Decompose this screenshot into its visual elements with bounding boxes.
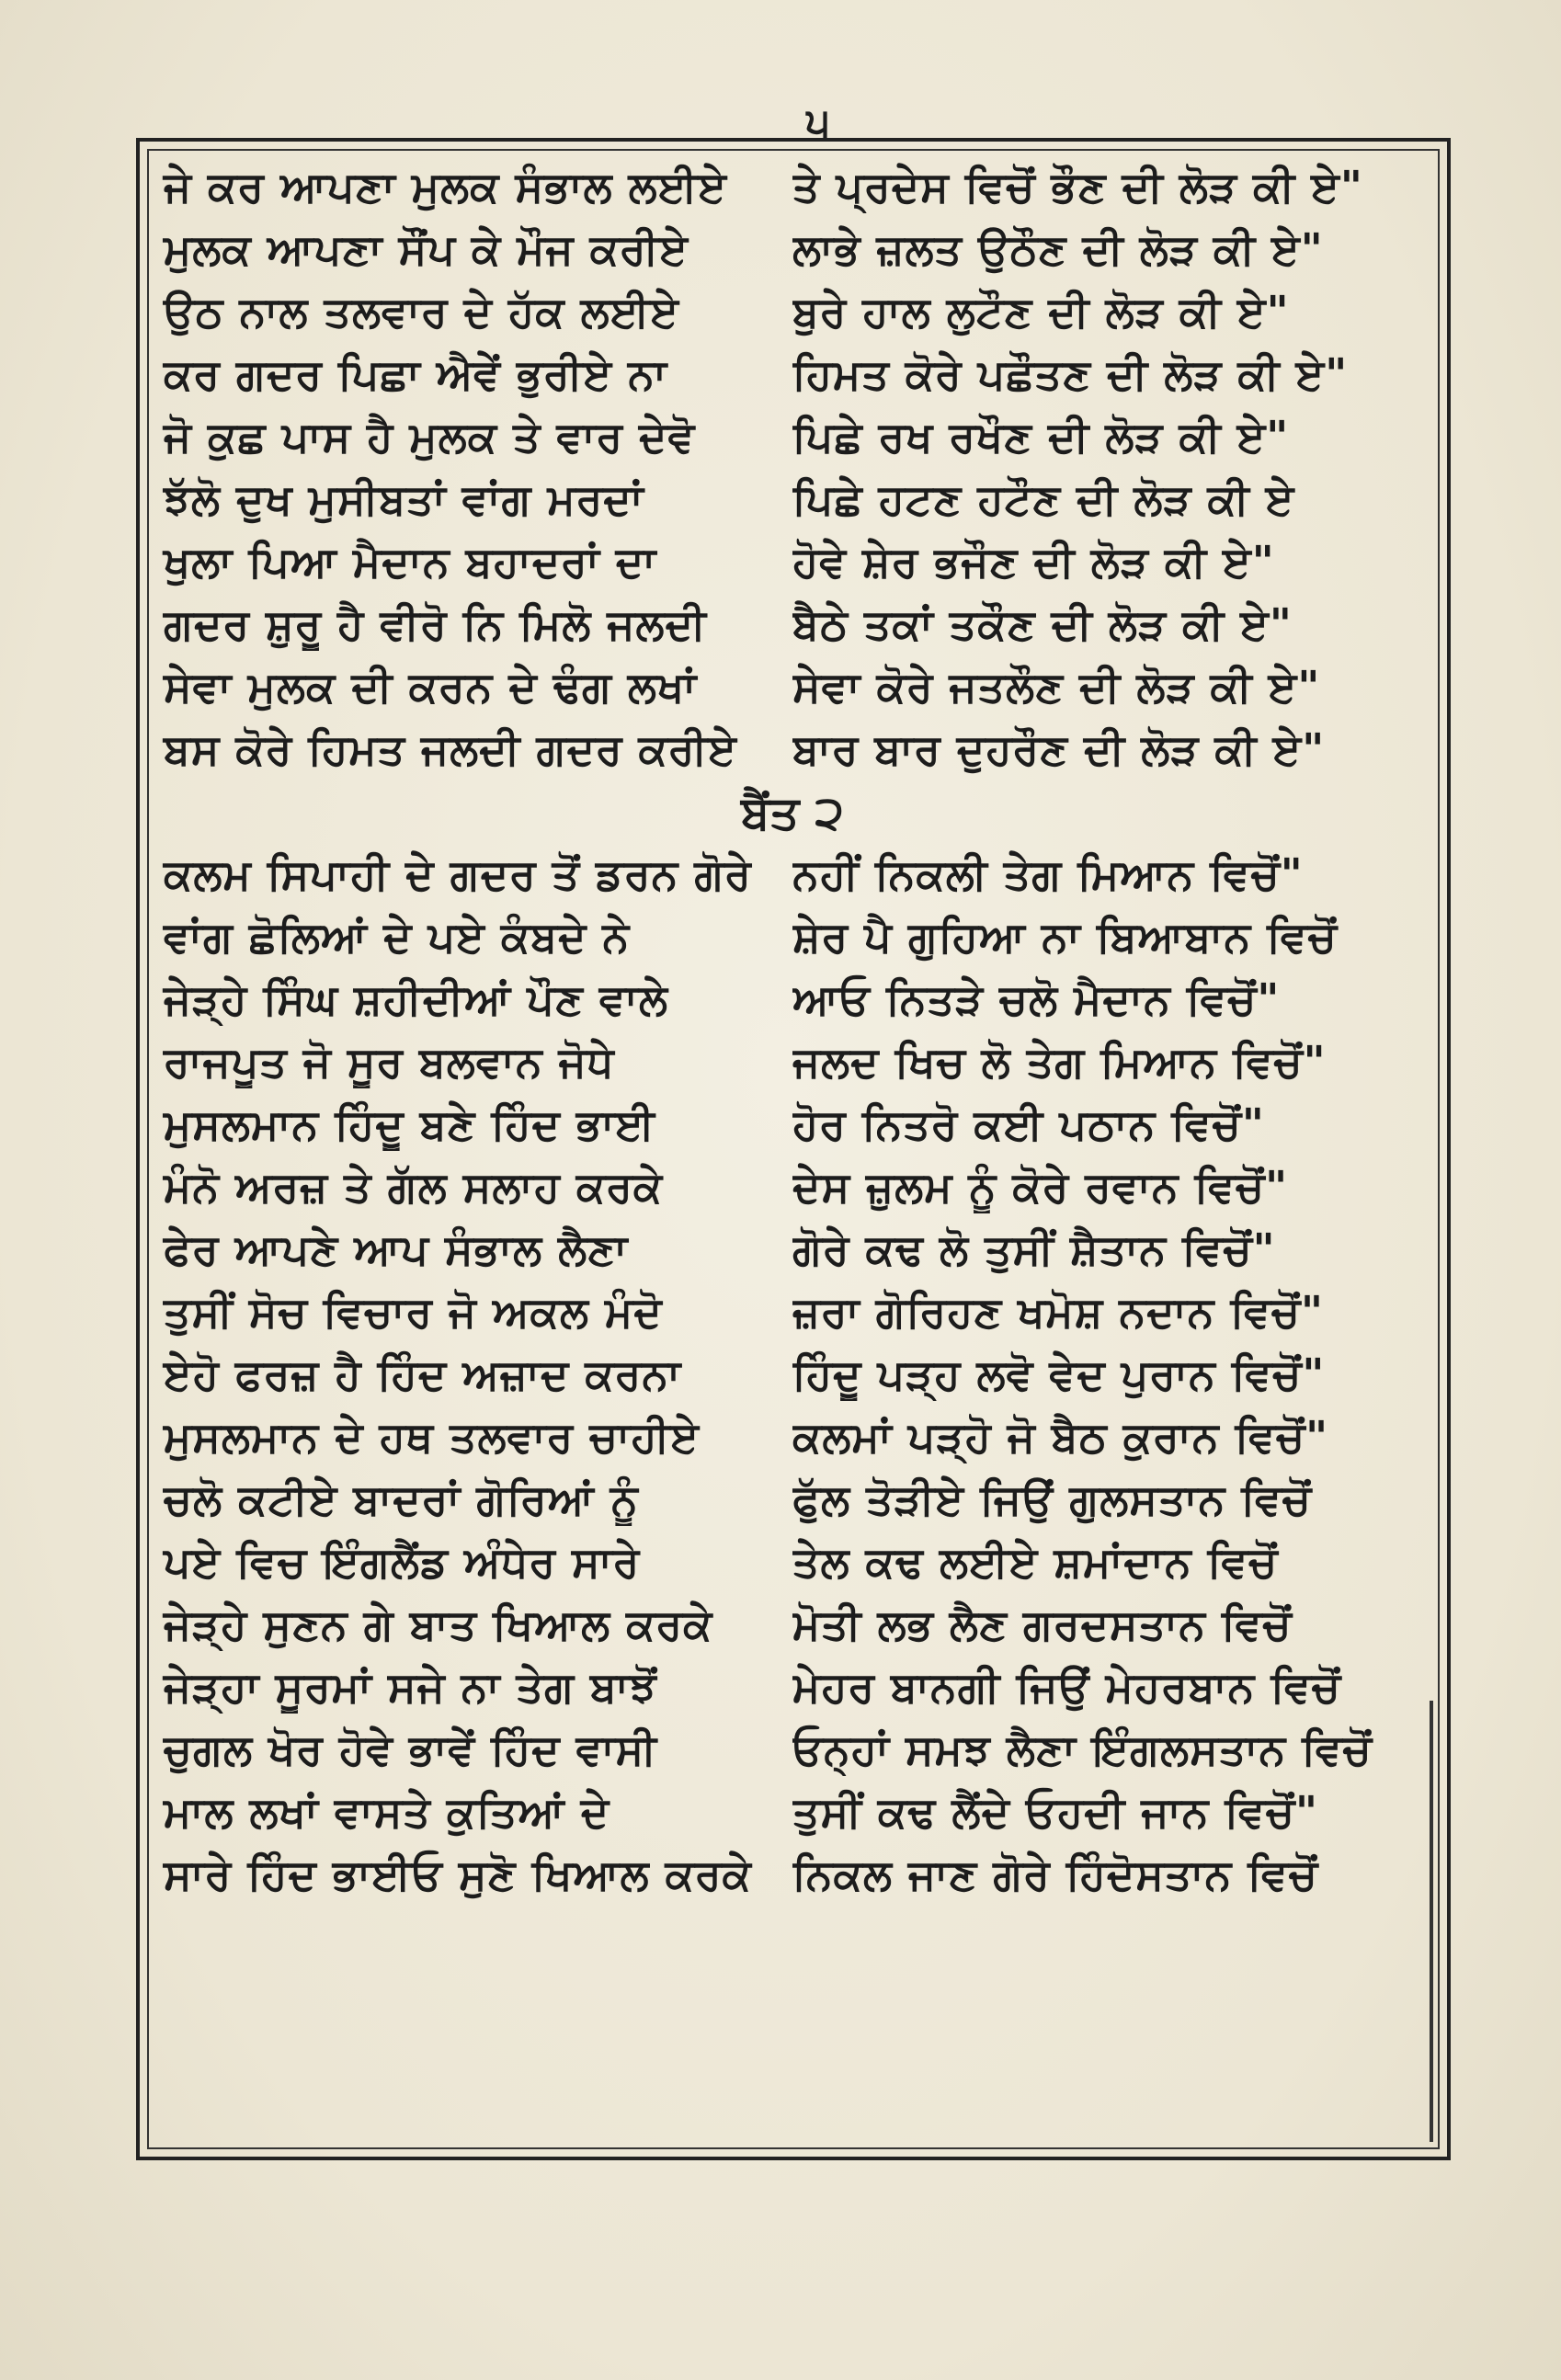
verse-half-right: ਆਓ ਨਿਤੜੇ ਚਲੋ ਮੈਦਾਨ ਵਿਚੋਂ" bbox=[792, 974, 1281, 1024]
verse-half-left: ਮਾਲ ਲਖਾਂ ਵਾਸਤੇ ਕੁਤਿਆਂ ਦੇ bbox=[164, 1787, 610, 1837]
verse-half-right: ਹਿੰਦੂ ਪੜ੍ਹ ਲਵੋ ਵੇਦ ਪੁਰਾਨ ਵਿਚੋਂ" bbox=[792, 1349, 1326, 1399]
verse-half-left: ਵਾਂਗ ਛੋਲਿਆਂ ਦੇ ਪਏ ਕੰਬਦੇ ਨੇ bbox=[164, 912, 631, 962]
verse-half-left: ਕਲਮ ਸਿਪਾਹੀ ਦੇ ਗਦਰ ਤੋਂ ਡਰਨ ਗੋਰੇ bbox=[164, 849, 752, 899]
verse-line bbox=[158, 1469, 1427, 1532]
verse-half-right: ਤੇ ਪ੍ਰਦੇਸ ਵਿਚੋਂ ਭੌਣ ਦੀ ਲੋੜ ਕੀ ਏ" bbox=[792, 162, 1363, 211]
verse-half-right: ਪਿਛੇ ਹਟਣ ਹਟੌਣ ਦੀ ਲੋੜ ਕੀ ਏ bbox=[792, 474, 1295, 524]
verse-line bbox=[158, 344, 1427, 406]
verse-line bbox=[158, 1281, 1427, 1344]
verse-line bbox=[158, 1406, 1427, 1469]
verse-half-right: ਕਲਮਾਂ ਪੜ੍ਹੋ ਜੋ ਬੈਠ ਕੁਰਾਨ ਵਿਚੋਂ" bbox=[792, 1412, 1329, 1462]
verse-half-left: ਫੇਰ ਆਪਣੇ ਆਪ ਸੰਭਾਲ ਲੈਣਾ bbox=[164, 1224, 629, 1274]
verse-half-left: ਪਏ ਵਿਚ ਇੰਗਲੈਂਡ ਅੰਧੇਰ ਸਾਰੇ bbox=[164, 1537, 641, 1587]
verse-half-right: ਮੋਤੀ ਲਭ ਲੈਣ ਗਰਦਸਤਾਨ ਵਿਚੋਂ bbox=[792, 1600, 1293, 1649]
verse-line bbox=[158, 969, 1427, 1031]
verse-half-right: ਸ਼ੇਰ ਪੈ ਗੁਹਿਆ ਨਾ ਬਿਆਬਾਨ ਵਿਚੋਂ bbox=[792, 912, 1338, 962]
verse-half-right: ਓਨ੍ਹਾਂ ਸਮਝ ਲੈਣਾ ਇੰਗਲਸਤਾਨ ਵਿਚੋਂ bbox=[792, 1725, 1373, 1774]
verse-half-left: ਰਾਜਪੂਤ ਜੋ ਸੂਰ ਬਲਵਾਨ ਜੋਧੇ bbox=[164, 1037, 615, 1087]
verse-half-right: ਹੋਰ ਨਿਤਰੋ ਕਈ ਪਠਾਨ ਵਿਚੋਂ" bbox=[792, 1099, 1265, 1149]
verse-half-left: ਚਲੋ ਕਟੀਏ ਬਾਦਰਾਂ ਗੋਰਿਆਂ ਨੂੰ bbox=[164, 1475, 639, 1524]
verse-half-left: ਏਹੋ ਫਰਜ਼ ਹੈ ਹਿੰਦ ਅਜ਼ਾਦ ਕਰਨਾ bbox=[164, 1349, 682, 1399]
verse-half-right: ਹੋਵੇ ਸ਼ੇਰ ਭਜੌਣ ਦੀ ਲੋੜ ਕੀ ਏ" bbox=[792, 537, 1275, 586]
verse-half-left: ਸੇਵਾ ਮੁਲਕ ਦੀ ਕਰਨ ਦੇ ਢੰਗ ਲਖਾਂ bbox=[164, 662, 698, 712]
verse-half-left: ਮੁਸਲਮਾਨ ਹਿੰਦੂ ਬਣੇ ਹਿੰਦ ਭਾਈ bbox=[164, 1099, 655, 1149]
verse-line bbox=[158, 1782, 1427, 1844]
verse-half-left: ਬਸ ਕੋਰੇ ਹਿਮਤ ਜਲਦੀ ਗਦਰ ਕਰੀਏ bbox=[164, 724, 737, 774]
verse-half-left: ਮੁਲਕ ਆਪਣਾ ਸੌਂਪ ਕੇ ਮੌਜ ਕਰੀਏ bbox=[164, 224, 689, 274]
verse-half-left: ਝੱਲੋ ਦੁਖ ਮੁਸੀਬਤਾਂ ਵਾਂਗ ਮਰਦਾਂ bbox=[164, 474, 644, 524]
verse-half-left: ਗਦਰ ਸ਼ੁਰੂ ਹੈ ਵੀਰੋ ਨਿ ਮਿਲੋ ਜਲਦੀ bbox=[164, 599, 707, 649]
verse-line bbox=[158, 719, 1427, 781]
verse-line bbox=[158, 219, 1427, 281]
verse-half-right: ਤੁਸੀਂ ਕਢ ਲੈਂਦੇ ਓਹਦੀ ਜਾਨ ਵਿਚੋਂ" bbox=[792, 1787, 1318, 1837]
verse-line bbox=[158, 469, 1427, 531]
verse-line bbox=[158, 594, 1427, 656]
verse-line bbox=[158, 406, 1427, 469]
verse-line bbox=[158, 1844, 1427, 1907]
verse-half-right: ਬਾਰ ਬਾਰ ਦੁਹਰੌਣ ਦੀ ਲੋੜ ਕੀ ਏ" bbox=[792, 724, 1326, 774]
verse-line bbox=[158, 1719, 1427, 1782]
verse-line bbox=[158, 1657, 1427, 1719]
section-heading: ਬੈਂਤ ੨ bbox=[741, 786, 844, 839]
verse-line bbox=[158, 156, 1427, 219]
verse-half-right: ਮੇਹਰ ਬਾਨਗੀ ਜਿਉਂ ਮੇਹਰਬਾਨ ਵਿਚੋਂ bbox=[792, 1662, 1341, 1712]
verse-half-right: ਹਿਮਤ ਕੋਰੇ ਪਛੌਤਣ ਦੀ ਲੋੜ ਕੀ ਏ" bbox=[792, 349, 1349, 399]
verse-half-left: ਮੁਸਲਮਾਨ ਦੇ ਹਥ ਤਲਵਾਰ ਚਾਹੀਏ bbox=[164, 1412, 700, 1462]
verse-half-right: ਗੋਰੇ ਕਢ ਲੋ ਤੁਸੀਂ ਸ਼ੈਤਾਨ ਵਿਚੋਂ" bbox=[792, 1224, 1276, 1274]
page-number: ੫ bbox=[806, 99, 830, 146]
verse-line bbox=[158, 1031, 1427, 1094]
verse-half-left: ਜੇੜ੍ਹੇ ਸਿੰਘ ਸ਼ਹੀਦੀਆਂ ਪੌਣ ਵਾਲੇ bbox=[164, 974, 668, 1024]
verse-half-right: ਲਾਭੇ ਜ਼ਲਤ ਉਠੌਣ ਦੀ ਲੋੜ ਕੀ ਏ" bbox=[792, 224, 1324, 274]
verse-half-right: ਨਿਕਲ ਜਾਣ ਗੋਰੇ ਹਿੰਦੋਸਤਾਨ ਵਿਚੋਂ bbox=[792, 1850, 1318, 1899]
verse-half-right: ਬੈਠੇ ਤਕਾਂ ਤਕੌਣ ਦੀ ਲੋੜ ਕੀ ਏ" bbox=[792, 599, 1293, 649]
verse-half-right: ਫੁੱਲ ਤੋੜੀਏ ਜਿਉਂ ਗੁਲਸਤਾਨ ਵਿਚੋਂ bbox=[792, 1475, 1312, 1524]
verse-half-right: ਪਿਛੇ ਰਖ ਰਖੌਣ ਦੀ ਲੋੜ ਕੀ ਏ" bbox=[792, 412, 1290, 461]
verse-half-right: ਨਹੀਂ ਨਿਕਲੀ ਤੇਗ ਮਿਆਨ ਵਿਚੋਂ" bbox=[792, 849, 1304, 899]
verse-half-left: ਜੇੜ੍ਹੇ ਸੁਣਨ ਗੇ ਬਾਤ ਖਿਆਲ ਕਰਕੇ bbox=[164, 1600, 713, 1649]
verse-line bbox=[158, 1094, 1427, 1156]
verse-half-left: ਚੁਗਲ ਖੋਰ ਹੋਵੇ ਭਾਵੇਂ ਹਿੰਦ ਵਾਸੀ bbox=[164, 1725, 658, 1774]
verse-line bbox=[158, 281, 1427, 344]
verse-half-left: ਉਠ ਨਾਲ ਤਲਵਾਰ ਦੇ ਹੱਕ ਲਈਏ bbox=[164, 287, 680, 336]
verse-line bbox=[158, 531, 1427, 594]
verse-half-right: ਤੇਲ ਕਢ ਲਈਏ ਸ਼ਮਾਂਦਾਨ ਵਿਚੋਂ bbox=[792, 1537, 1279, 1587]
page-border-fragment bbox=[1430, 1701, 1433, 2142]
verse-half-left: ਸਾਰੇ ਹਿੰਦ ਭਾਈਓ ਸੁਣੋ ਖਿਆਲ ਕਰਕੇ bbox=[164, 1850, 752, 1899]
verse-line bbox=[158, 1344, 1427, 1406]
verse-half-right: ਜਲਦ ਖਿਚ ਲੋ ਤੇਗ ਮਿਆਨ ਵਿਚੋਂ" bbox=[792, 1037, 1327, 1087]
verse-half-left: ਖੁਲਾ ਪਿਆ ਮੈਦਾਨ ਬਹਾਦਰਾਂ ਦਾ bbox=[164, 537, 657, 586]
verse-half-left: ਤੁਸੀਂ ਸੋਚ ਵਿਚਾਰ ਜੋ ਅਕਲ ਮੰਦੋ bbox=[164, 1287, 663, 1337]
verse-half-right: ਦੇਸ ਜ਼ੁਲਮ ਨੂੰ ਕੋਰੇ ਰਵਾਨ ਵਿਚੋਂ" bbox=[792, 1162, 1289, 1212]
verse-half-right: ਜ਼ਰਾ ਗੋਰਿਹਣ ਖਮੋਸ਼ ਨਦਾਨ ਵਿਚੋਂ" bbox=[792, 1287, 1325, 1337]
verse-line bbox=[158, 1594, 1427, 1657]
verse-half-left: ਕਰ ਗਦਰ ਪਿਛਾ ਐਵੇਂ ਭੁਰੀਏ ਨਾ bbox=[164, 349, 668, 399]
verse-line bbox=[158, 1532, 1427, 1594]
verse-line bbox=[158, 844, 1427, 906]
verse-half-left: ਜੋ ਕੁਛ ਪਾਸ ਹੈ ਮੁਲਕ ਤੇ ਵਾਰ ਦੇਵੋ bbox=[164, 412, 696, 461]
verse-half-right: ਬੁਰੇ ਹਾਲ ਲੁਟੌਣ ਦੀ ਲੋੜ ਕੀ ਏ" bbox=[792, 287, 1290, 336]
verse-half-left: ਜੇੜ੍ਹਾ ਸੂਰਮਾਂ ਸਜੇ ਨਾ ਤੇਗ ਬਾਝੋਂ bbox=[164, 1662, 657, 1712]
verse-line bbox=[158, 1219, 1427, 1281]
verse-half-left: ਮੰਨੋ ਅਰਜ਼ ਤੇ ਗੱਲ ਸਲਾਹ ਕਰਕੇ bbox=[164, 1162, 664, 1212]
verse-line bbox=[158, 1156, 1427, 1219]
verse-line bbox=[158, 906, 1427, 969]
poem-body bbox=[158, 156, 1427, 2133]
verse-half-right: ਸੇਵਾ ਕੋਰੇ ਜਤਲੌਣ ਦੀ ਲੋੜ ਕੀ ਏ" bbox=[792, 662, 1321, 712]
verse-half-left: ਜੇ ਕਰ ਆਪਣਾ ਮੁਲਕ ਸੰਭਾਲ ਲਈਏ bbox=[164, 162, 728, 211]
verse-line bbox=[158, 656, 1427, 719]
